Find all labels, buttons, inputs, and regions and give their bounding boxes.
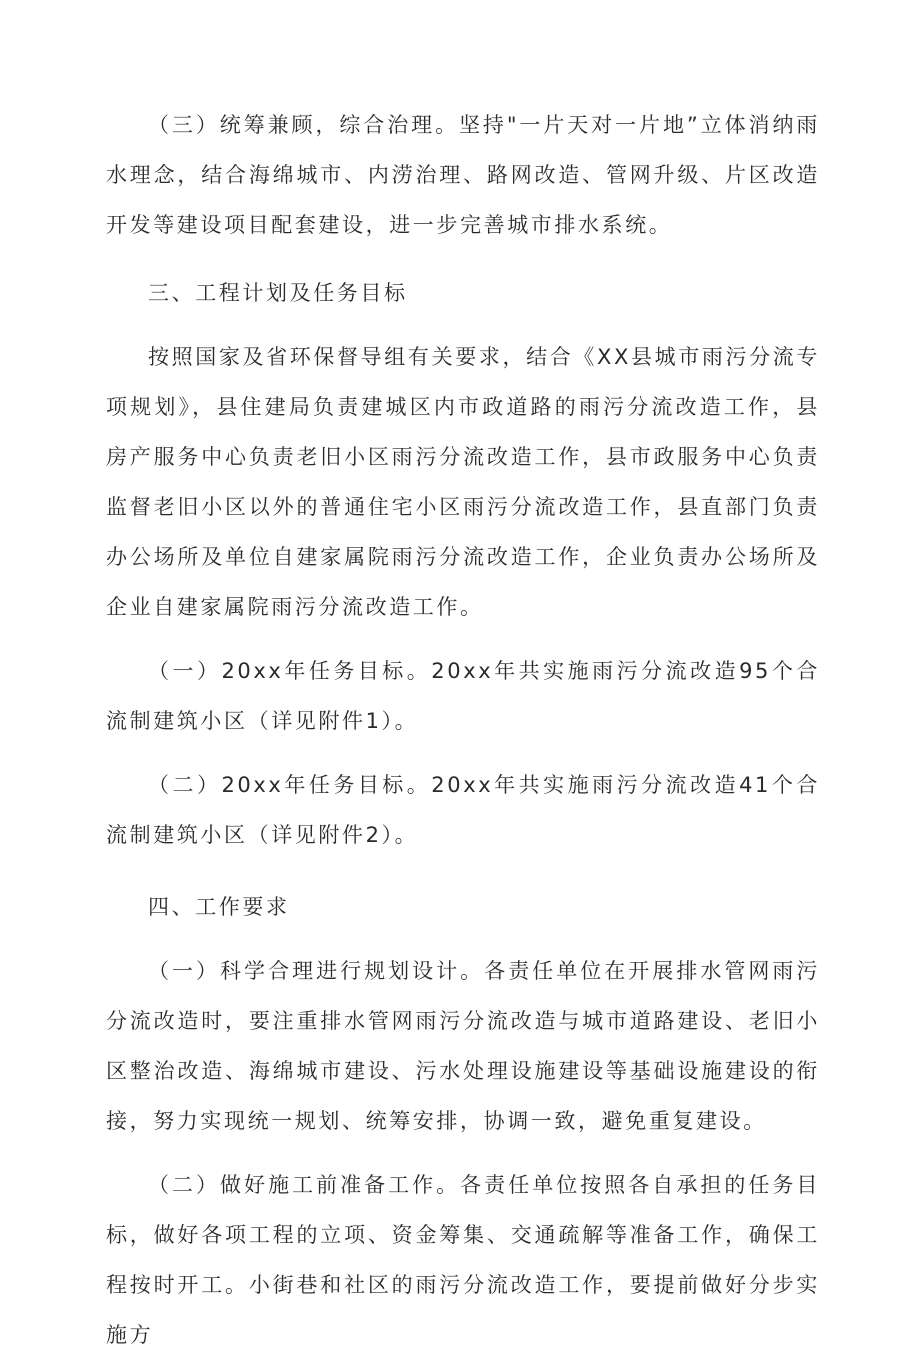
paragraph-principle-3: （三）统筹兼顾，综合治理。坚持"一片天对一片地”立体消纳雨水理念，结合海绵城市、内涝治理、路网改造、管网升级、片区改造开发等建设项目配套建设，进一步完善城市排水系统。	[106, 113, 820, 237]
section-heading-4: 四、工作要求	[148, 895, 290, 919]
paragraph-target-1: （一）20xx年任务目标。20xx年共实施雨污分流改造95个合流制建筑小区（详见附件1）。	[106, 659, 820, 733]
paragraph-responsibilities: 按照国家及省环保督导组有关要求，结合《XX县城市雨污分流专项规划》，县住建局负责建城区内市政道路的雨污分流改造工作，县房产服务中心负责老旧小区雨污分流改造工作，县市政服务中心负责监督老旧小区以外的普通住宅小区雨污分流改造工作，县直部门负责办公场所及单位自建家属院雨污分流改造工作，企业负责办公场所及企业自建家属院雨污分流改造工作。	[106, 345, 820, 619]
section-heading-3: 三、工程计划及任务目标	[148, 281, 408, 305]
paragraph-requirement-1: （一）科学合理进行规划设计。各责任单位在开展排水管网雨污分流改造时，要注重排水管网雨污分流改造与城市道路建设、老旧小区整治改造、海绵城市建设、污水处理设施建设等基础设施建设的衔接，努力实现统一规划、统筹安排，协调一致，避免重复建设。	[106, 959, 820, 1133]
paragraph-target-2: （二）20xx年任务目标。20xx年共实施雨污分流改造41个合流制建筑小区（详见附件2）。	[106, 773, 820, 847]
paragraph-requirement-2: （二）做好施工前准备工作。各责任单位按照各自承担的任务目标，做好各项工程的立项、资金筹集、交通疏解等准备工作，确保工程按时开工。小街巷和社区的雨污分流改造工作，要提前做好分步实施方	[106, 1173, 820, 1347]
